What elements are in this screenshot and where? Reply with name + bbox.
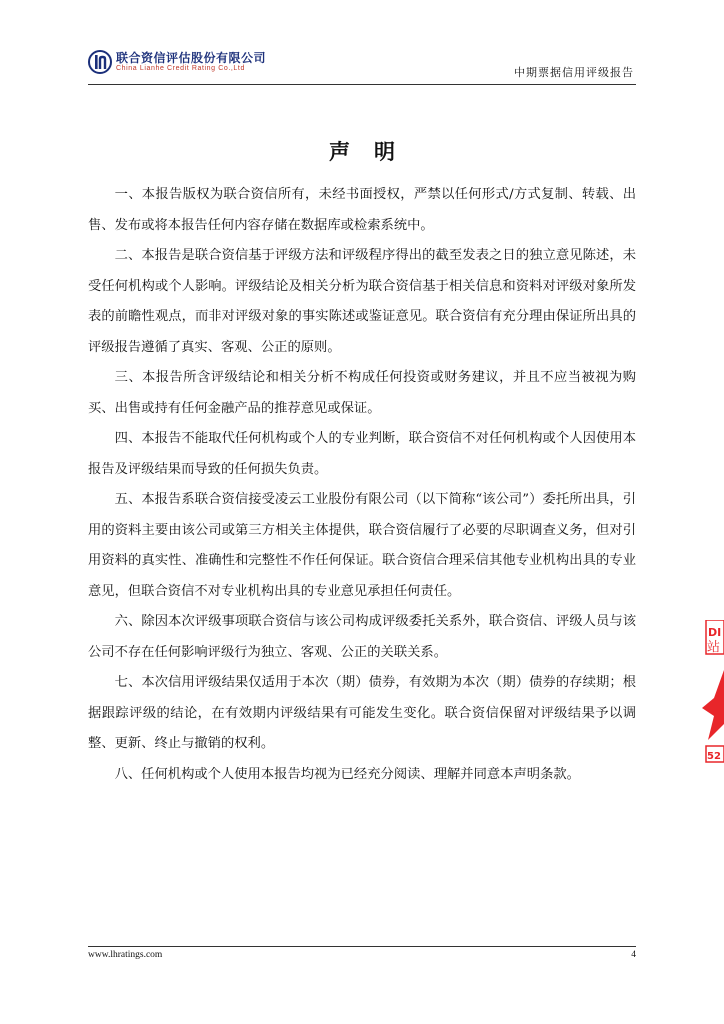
- footer-website: www.lhratings.com: [88, 950, 163, 960]
- report-type: 中期票据信用评级报告: [514, 66, 634, 79]
- statement-paragraph-8: 八、任何机构或个人使用本报告均视为已经充分阅读、理解并同意本声明条款。: [114, 766, 580, 782]
- svg-text:站: 站: [707, 640, 721, 655]
- company-name-en: China Lianhe Credit Rating Co.,Ltd: [116, 65, 245, 72]
- statement-paragraph-6: 六、除因本次评级事项联合资信与该公司构成评级委托关系外，联合资信、评级人员与该公司不存在任何影响评级行为独立、客观、公正的关联关系。: [88, 614, 636, 660]
- statement-paragraph-4: 四、本报告不能取代任何机构或个人的专业判断，联合资信不对任何机构或个人因使用本报告及评级结果而导致的任何损失负责。: [88, 431, 636, 477]
- statement-paragraph-7: 七、本次信用评级结果仅适用于本次（期）债券，有效期为本次（期）债券的存续期；根据跟踪评级的结论，在有效期内评级结果有可能发生变化。联合资信保留对评级结果予以调整、更新、终止与撤销的权利。: [88, 675, 636, 751]
- statement-body: [88, 180, 636, 790]
- page-number: 4: [631, 950, 636, 960]
- statement-paragraph-3: 三、本报告所含评级结论和相关分析不构成任何投资或财务建议，并且不应当被视为购买、出售或持有任何金融产品的推荐意见或保证。: [88, 370, 636, 416]
- company-name-cn: 联合资信评估股份有限公司: [116, 51, 267, 65]
- header-divider: [88, 84, 636, 85]
- statement-paragraph-5: 五、本报告系联合资信接受凌云工业股份有限公司（以下简称“该公司”）委托所出具，引用的资料主要由该公司或第三方相关主体提供，联合资信履行了必要的尽职调查义务，但对引用资料的真实性、准确性和完整性不作任何保证。联合资信合理采信其他专业机构出具的专业意见，但联合资信不对专业机构出具的专业意见承担任何责任。: [88, 492, 636, 599]
- svg-text:52: 52: [707, 751, 721, 762]
- lianhe-logo-icon: [88, 50, 112, 74]
- svg-text:DI: DI: [708, 626, 722, 639]
- statement-paragraph-1: 一、本报告版权为联合资信所有，未经书面授权，严禁以任何形式/方式复制、转载、出售、发布或将本报告任何内容存储在数据库或检索系统中。: [88, 187, 636, 233]
- statement-paragraph-2: 二、本报告是联合资信基于评级方法和评级程序得出的截至发表之日的独立意见陈述，未受任何机构或个人影响。评级结论及相关分析为联合资信基于相关信息和资料对评级对象所发表的前瞻性观点，而非对评级对象的事实陈述或鉴证意见。联合资信有充分理由保证所出具的评级报告遵循了真实、客观、公正的原则。: [88, 248, 636, 355]
- watermark-stamp: [702, 620, 724, 770]
- page-title: 声明: [329, 139, 419, 164]
- footer-divider: [88, 946, 636, 947]
- page-header: [88, 46, 636, 84]
